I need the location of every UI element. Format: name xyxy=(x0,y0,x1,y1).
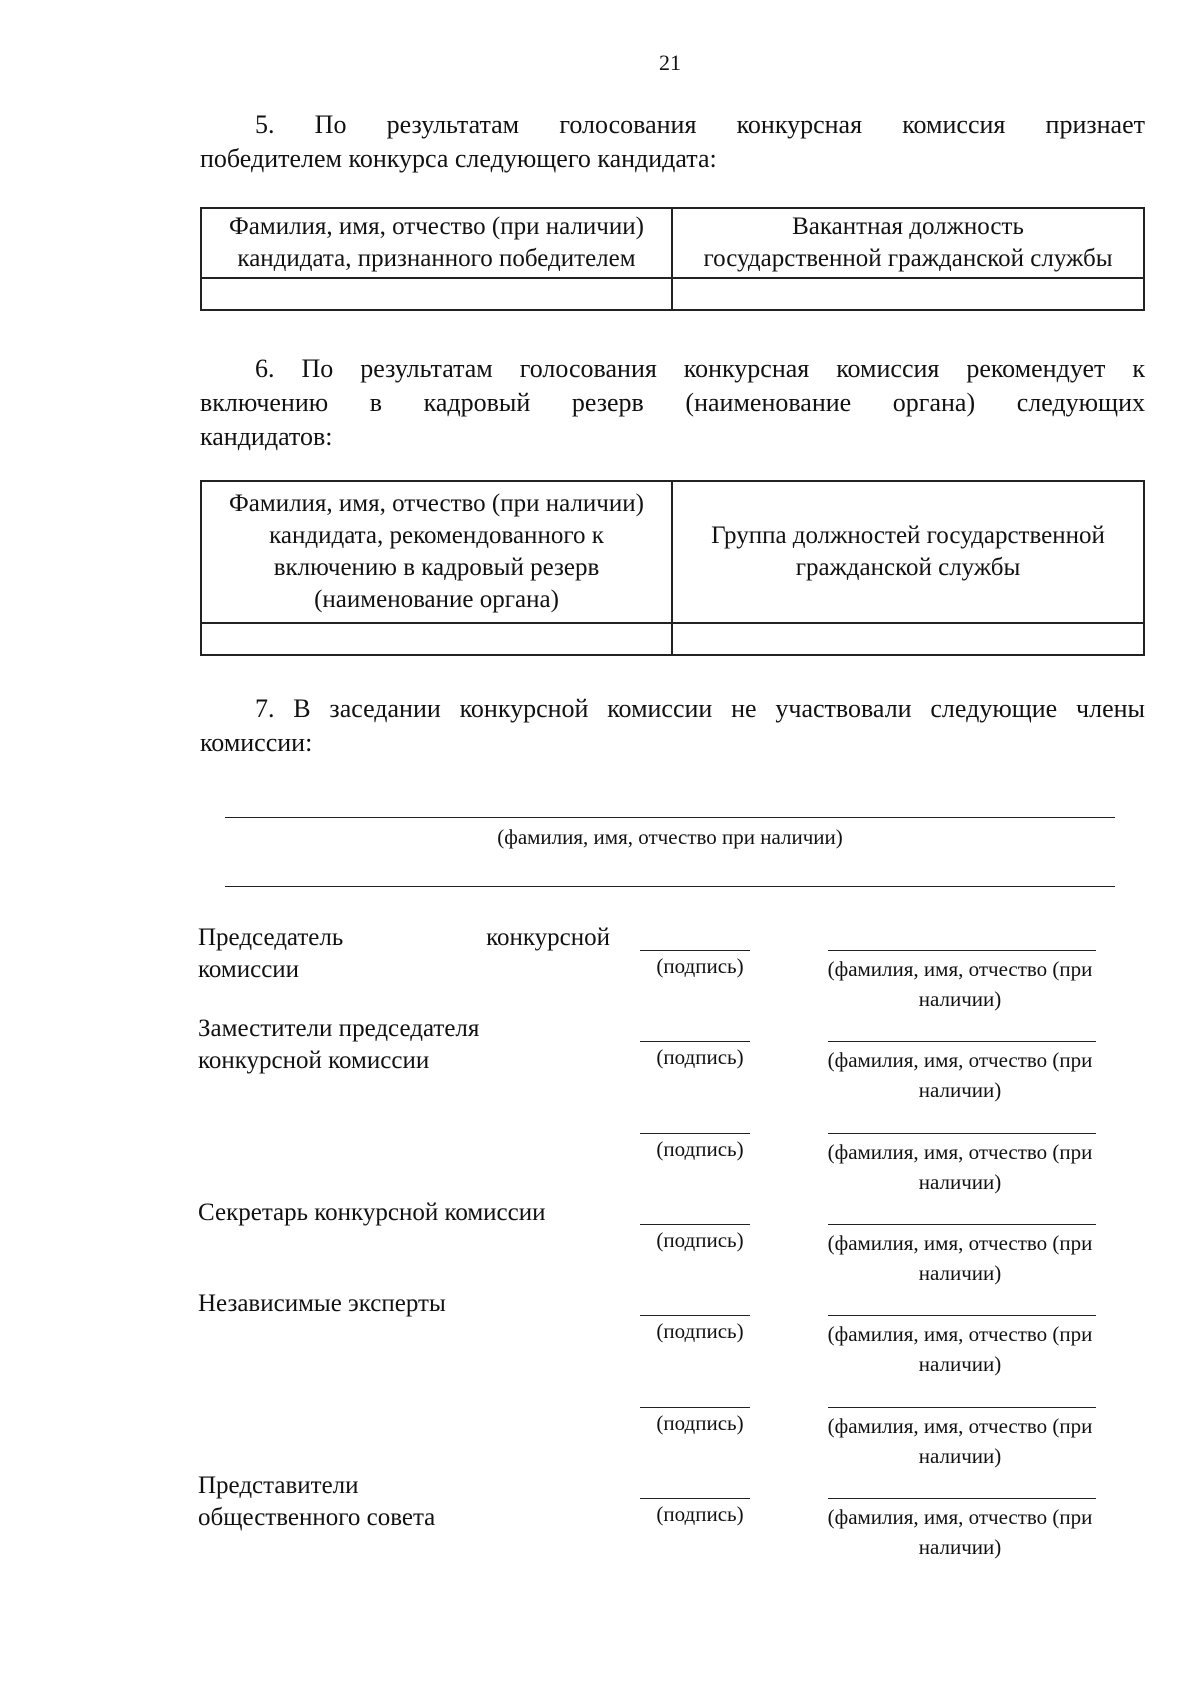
deputy-2-signature-caption: (подпись) xyxy=(656,1137,744,1161)
commission-word: конкурсной xyxy=(486,924,610,951)
section-6-paragraph xyxy=(200,352,1145,454)
public-council-label xyxy=(198,1470,435,1534)
expert-2-name-line[interactable] xyxy=(828,1407,1096,1408)
name-caption-line-2: наличии) xyxy=(918,987,1002,1011)
chairman-label-line-1 xyxy=(198,922,610,954)
public-council-signature-caption: (подпись) xyxy=(656,1502,744,1526)
winner-table-header-right xyxy=(672,208,1144,278)
name-caption-line-1: (фамилия, имя, отчество (при xyxy=(827,1414,1093,1438)
winner-table-cell-name[interactable] xyxy=(201,278,672,310)
reserve-header-right-line-1: Группа должностей государственной xyxy=(711,522,1105,549)
chairman-signature-line[interactable] xyxy=(640,950,750,951)
winner-table xyxy=(200,207,1145,311)
reserve-header-left-line-2: кандидата, рекомендованного к xyxy=(269,522,604,549)
reserve-table-header xyxy=(201,481,1144,623)
expert-1-name-line[interactable] xyxy=(828,1315,1096,1316)
secretary-name-caption xyxy=(790,1228,1130,1288)
deputies-label-line-2: конкурсной комиссии xyxy=(198,1047,430,1074)
chairman-label xyxy=(198,922,610,986)
absent-member-caption: (фамилия, имя, отчество при наличии) xyxy=(497,825,843,849)
chairman-name-line[interactable] xyxy=(828,950,1096,951)
chairman-signature-caption: (подпись) xyxy=(656,954,744,978)
name-caption-line-2: наличии) xyxy=(918,1078,1002,1102)
expert-2-signature-line[interactable] xyxy=(640,1407,750,1408)
section-6-line-3: кандидатов: xyxy=(200,422,333,451)
deputy-2-name-line[interactable] xyxy=(828,1133,1096,1134)
deputy-2-name-caption xyxy=(790,1137,1130,1197)
section-7-line-2: комиссии: xyxy=(200,728,313,757)
winner-table-cell-position[interactable] xyxy=(672,278,1144,310)
expert-1-signature-line[interactable] xyxy=(640,1315,750,1316)
winner-header-left-line-1: Фамилия, имя, отчество (при наличии) xyxy=(229,213,644,240)
secretary-signature-caption: (подпись) xyxy=(656,1228,744,1252)
reserve-header-left-line-1: Фамилия, имя, отчество (при наличии) xyxy=(229,490,644,517)
deputy-1-signature-line[interactable] xyxy=(640,1041,750,1042)
name-caption-line-2: наличии) xyxy=(918,1170,1002,1194)
section-5-line-2: победителем конкурса следующего кандидата: xyxy=(200,144,717,173)
public-council-name-line[interactable] xyxy=(828,1498,1096,1499)
reserve-table-header-left xyxy=(201,481,672,623)
section-5-line-1: 5. По результатам голосования конкурсная комиссия признает xyxy=(255,110,1145,139)
secretary-signature-line[interactable] xyxy=(640,1224,750,1225)
expert-1-name-caption xyxy=(790,1319,1130,1379)
public-council-label-line-1: Представители xyxy=(198,1472,359,1499)
section-7-line-1: 7. В заседании конкурсной комиссии не участвовали следующие члены xyxy=(255,694,1145,723)
chairman-word: Председатель xyxy=(198,924,344,951)
reserve-table-cell-group[interactable] xyxy=(672,623,1144,655)
reserve-header-left-line-3: включению в кадровый резерв xyxy=(273,554,600,581)
chairman-label-line-2: комиссии xyxy=(198,956,300,983)
winner-header-right-line-2: государственной гражданской службы xyxy=(703,245,1113,272)
page-number: 21 xyxy=(659,50,681,75)
deputy-2-signature-line[interactable] xyxy=(640,1133,750,1134)
expert-1-signature-caption: (подпись) xyxy=(656,1319,744,1343)
experts-label: Независимые эксперты xyxy=(198,1290,446,1317)
expert-2-name-caption xyxy=(790,1411,1130,1471)
reserve-table-header-right xyxy=(672,481,1144,623)
deputies-label xyxy=(198,1013,479,1077)
section-5-paragraph xyxy=(200,108,1145,176)
reserve-table-cell-name[interactable] xyxy=(201,623,672,655)
name-caption-line-2: наличии) xyxy=(918,1352,1002,1376)
deputy-1-signature-caption: (подпись) xyxy=(656,1045,744,1069)
name-caption-line-1: (фамилия, имя, отчество (при xyxy=(827,1322,1093,1346)
deputy-1-name-line[interactable] xyxy=(828,1041,1096,1042)
expert-2-signature-caption: (подпись) xyxy=(656,1411,744,1435)
public-council-label-line-2: общественного совета xyxy=(198,1504,436,1531)
deputies-label-line-1: Заместители председателя xyxy=(198,1015,480,1042)
absent-member-line-2[interactable] xyxy=(225,886,1115,887)
deputy-1-name-caption xyxy=(790,1045,1130,1105)
reserve-table-row xyxy=(201,623,1144,655)
secretary-label: Секретарь конкурсной комиссии xyxy=(198,1199,546,1226)
name-caption-line-2: наличии) xyxy=(918,1535,1002,1559)
reserve-header-left-line-4: (наименование органа) xyxy=(314,586,559,613)
name-caption-line-1: (фамилия, имя, отчество (при xyxy=(827,957,1093,981)
winner-table-row xyxy=(201,278,1144,310)
winner-table-header xyxy=(201,208,1144,278)
name-caption-line-2: наличии) xyxy=(918,1261,1002,1285)
winner-table-header-left xyxy=(201,208,672,278)
winner-header-left-line-2: кандидата, признанного победителем xyxy=(237,245,636,272)
section-6-line-1: 6. По результатам голосования конкурсная комиссия рекомендует к xyxy=(255,354,1145,383)
section-6-line-2: включению в кадровый резерв (наименование органа) следующих xyxy=(200,388,1145,417)
name-caption-line-1: (фамилия, имя, отчество (при xyxy=(827,1140,1093,1164)
name-caption-line-1: (фамилия, имя, отчество (при xyxy=(827,1505,1093,1529)
name-caption-line-2: наличии) xyxy=(918,1444,1002,1468)
name-caption-line-1: (фамилия, имя, отчество (при xyxy=(827,1048,1093,1072)
reserve-table xyxy=(200,480,1145,656)
public-council-name-caption xyxy=(790,1502,1130,1562)
absent-member-line-1[interactable] xyxy=(225,817,1115,818)
chairman-name-caption xyxy=(790,954,1130,1014)
winner-header-right-line-1: Вакантная должность xyxy=(792,213,1024,240)
secretary-name-line[interactable] xyxy=(828,1224,1096,1225)
public-council-signature-line[interactable] xyxy=(640,1498,750,1499)
section-7-paragraph xyxy=(200,692,1145,760)
reserve-header-right-line-2: гражданской службы xyxy=(795,554,1021,581)
name-caption-line-1: (фамилия, имя, отчество (при xyxy=(827,1231,1093,1255)
